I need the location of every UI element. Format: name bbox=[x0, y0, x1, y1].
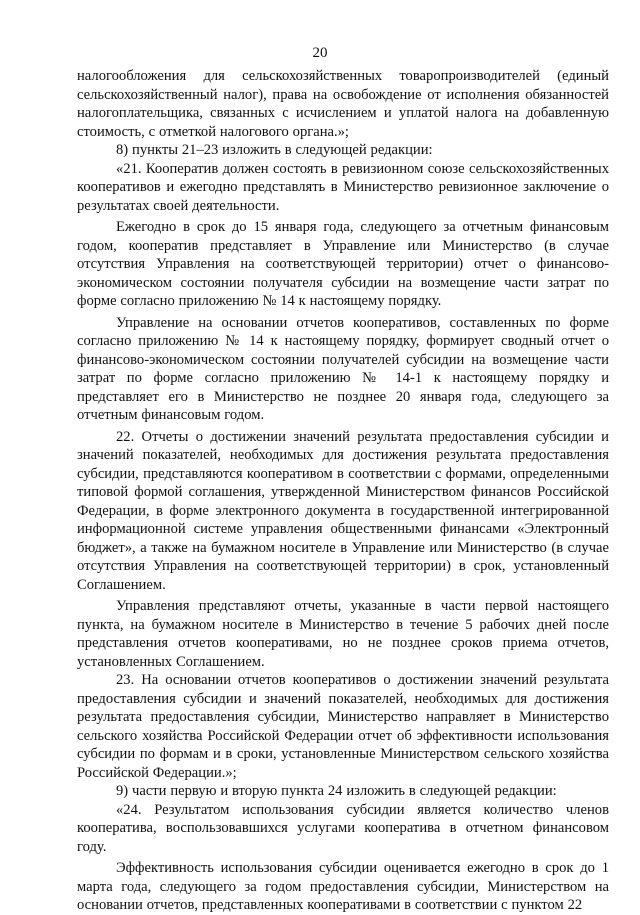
paragraph-clause-22: 22. Отчеты о достижении значений результата предоставления субсидии и значений показателей, необходимых для достижения результата предоставления субсидии, представляются кооперативом в соответствии с формами, определенными типовой формой соглашения, утвержденной Министерством финансов Российской Федерации, в форме электронного документа в государственной интегрированной информационной системе управления общественными финансами «Электронный бюджет», а также на бумажном носителе в Управление или Министерство (в случае отсутствия Управления на соответствующей территории) в срок, установленный Соглашением. bbox=[77, 428, 609, 593]
paragraph-item-8: 8) пункты 21–23 изложить в следующей редакции: bbox=[116, 142, 433, 158]
paragraph-clause-21: «21. Кооператив должен состоять в ревизионном союзе сельскохозяйственных кооперативов и ежегодно представлять в Министерство ревизионное заключение о результатах своей деятельности. bbox=[77, 160, 609, 214]
paragraph-departments-reports: Управления представляют отчеты, указанные в части первой настоящего пункта, на бумажном носителе в Министерство в течение 5 рабочих дней после представления отчетов кооперативами, но не позднее сроков приема отчетов, установленных Соглашением. bbox=[77, 598, 609, 670]
paragraph-summary-report: Управление на основании отчетов кооперативов, составленных по форме согласно приложению № 14 к настоящему порядку, формирует сводный отчет о финансово-экономическом состоянии получателей субсидии на возмещение части затрат по форме согласно приложению № 14-1 к настоящему порядку и представляет его в Министерство не позднее 20 января года, следующего за отчетным финансовым годом. bbox=[77, 314, 609, 423]
paragraph-annual-report: Ежегодно в срок до 15 января года, следующего за отчетным финансовым годом, кооператив представляет в Управление или Министерство (в случае отсутствия Управления на соответствующей территории) отчет о финансово-экономическом состоянии получателя субсидии на возмещение части затрат по форме согласно приложению № 14 к настоящему порядку. bbox=[77, 219, 609, 309]
paragraph-clause-24: «24. Результатом использования субсидии является количество членов кооператива, воспользовавшихся услугами кооператива в отчетном финансовом году. bbox=[77, 801, 609, 855]
document-body bbox=[77, 67, 609, 915]
page-number: 20 bbox=[312, 45, 328, 61]
paragraph-efficiency-evaluation: Эффективность использования субсидии оценивается ежегодно в срок до 1 марта года, следующего за годом предоставления субсидии, Министерством на основании отчетов, представленных кооперативами в соответствии с пунктом 22 bbox=[77, 860, 609, 913]
paragraph-clause-23: 23. На основании отчетов кооперативов о достижении значений результата предоставления субсидии и значений показателей, необходимых для достижения результата предоставления субсидии, Министерство направляет в Министерство сельского хозяйства Российской Федерации отчет об эффективности использования субсидии по формам и в сроки, установленные Министерством сельского хозяйства Российской Федерации.»; bbox=[77, 672, 609, 781]
paragraph-item-9: 9) части первую и вторую пункта 24 изложить в следующей редакции: bbox=[116, 783, 557, 799]
paragraph-taxation-continuation: налогообложения для сельскохозяйственных товаропроизводителей (единый сельскохозяйственный налог), права на освобождение от исполнения обязанностей налогоплательщика, связанных с исчислением и уплатой налога на добавленную стоимость, с отметкой налогового органа.»; bbox=[77, 68, 609, 140]
